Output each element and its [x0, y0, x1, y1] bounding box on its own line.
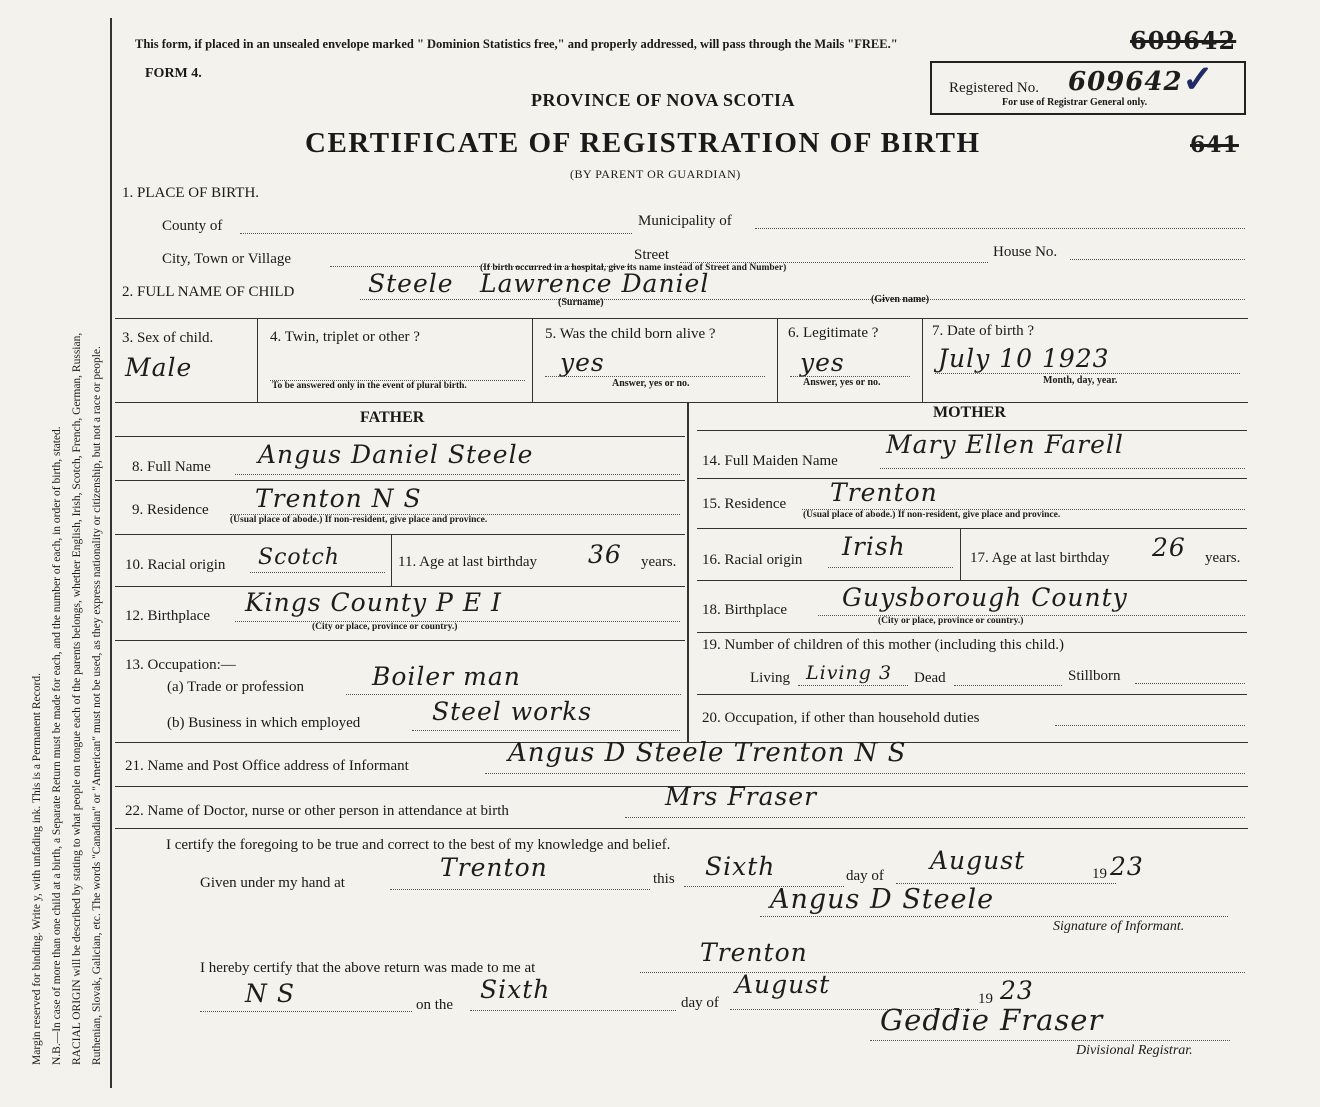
house-label: House No. — [993, 244, 1058, 260]
mother-birthplace-value: Guysborough County — [842, 583, 1128, 612]
doctor-value: Mrs Fraser — [665, 782, 818, 811]
day-of-label: day of — [846, 868, 884, 884]
informant-caption: Signature of Informant. — [1053, 919, 1185, 934]
informant-signature: Angus D Steele — [770, 884, 995, 915]
margin-line-4: Ruthenian, Slovak, Galician, etc. The words "Canadian" or "American" must not be used, as they express nationality or citizenship, but not a race or people. — [91, 346, 103, 1065]
father-name-line — [235, 474, 680, 475]
father-residence-label: 9. Residence — [132, 502, 209, 518]
corner-number: 609642 — [1130, 26, 1237, 55]
mother-age-label: 17. Age at last birthday — [970, 550, 1110, 566]
mother-name-label: 14. Full Maiden Name — [702, 453, 838, 469]
twin-label: 4. Twin, triplet or other ? — [270, 329, 420, 345]
father-birthplace-line — [235, 621, 680, 622]
father-age-value: 36 — [588, 540, 622, 569]
father-line-5 — [115, 640, 685, 641]
year-prefix: 19 — [1092, 866, 1107, 882]
children-label: 19. Number of children of this mother (including this child.) — [702, 637, 1065, 653]
row-top-line — [115, 318, 1248, 319]
given-caption: (Given name) — [871, 294, 930, 305]
informant-line — [485, 773, 1245, 774]
doctor-line — [625, 817, 1245, 818]
father-name-value: Angus Daniel Steele — [258, 440, 534, 469]
father-birthplace-label: 12. Birthplace — [125, 608, 210, 624]
business-value: Steel works — [432, 697, 593, 726]
father-line-2 — [115, 480, 685, 481]
informant-value: Angus D Steele Trenton N S — [508, 738, 907, 768]
father-racial-label: 10. Racial origin — [125, 557, 226, 573]
mother-age-unit: years. — [1205, 550, 1241, 566]
municipality-line — [755, 228, 1245, 229]
registrar-place2: N S — [245, 979, 295, 1008]
registrar-note: For use of Registrar General only. — [1002, 97, 1148, 108]
father-top-line — [115, 436, 685, 437]
legit-note: Answer, yes or no. — [803, 377, 881, 388]
mother-racial-label: 16. Racial origin — [702, 552, 803, 568]
mother-occupation-line — [1055, 725, 1245, 726]
registered-number: 609642 — [1068, 67, 1183, 97]
sex-value: Male — [125, 353, 193, 382]
father-age-unit: years. — [641, 554, 677, 570]
father-heading: FATHER — [360, 409, 425, 426]
dead-line — [954, 685, 1062, 686]
reg-day-of-label: day of — [681, 995, 719, 1011]
father-racial-value: Scotch — [258, 545, 340, 570]
registrar-place-line — [640, 972, 1245, 973]
dob-value: July 10 1923 — [938, 344, 1110, 373]
trade-line — [346, 694, 681, 695]
alive-line — [545, 376, 765, 377]
mother-line-4 — [697, 580, 1247, 581]
legit-value: yes — [800, 348, 845, 377]
mother-age-value: 26 — [1152, 533, 1186, 562]
margin-line-2: N.B.—In case of more than one child at a birth, a Separate Return must be made for each, and the number of each, in order of birth, stated. — [51, 426, 63, 1065]
given-place: Trenton — [440, 853, 548, 882]
registrar-place: Trenton — [700, 938, 808, 967]
mother-line-3 — [697, 528, 1247, 529]
year-suffix: 23 — [1110, 852, 1144, 881]
father-residence-value: Trenton N S — [255, 484, 422, 513]
father-birthplace-note: (City or place, province or country.) — [312, 622, 458, 632]
registrar-caption: Divisional Registrar. — [1076, 1043, 1193, 1058]
mother-heading: MOTHER — [933, 404, 1006, 421]
street-label: Street — [634, 247, 669, 263]
given-place-line — [390, 889, 650, 890]
mother-name-line — [880, 468, 1245, 469]
business-label: (b) Business in which employed — [167, 715, 361, 731]
informant-label: 21. Name and Post Office address of Informant — [125, 758, 409, 774]
dob-note: Month, day, year. — [1043, 375, 1118, 386]
divider-4 — [922, 318, 923, 402]
mother-line-5 — [697, 632, 1247, 633]
mother-line-2 — [697, 478, 1247, 479]
child-name-label: 2. FULL NAME OF CHILD — [122, 284, 295, 300]
day-value: Sixth — [705, 852, 776, 881]
postal-notice: This form, if placed in an unsealed envelope marked " Dominion Statistics free," and properly addressed, will pass through the Mails "FREE." — [135, 37, 898, 51]
registrar-signature: Geddie Fraser — [880, 1003, 1104, 1037]
trade-label: (a) Trade or profession — [167, 679, 305, 695]
dob-line — [935, 373, 1240, 374]
dob-label: 7. Date of birth ? — [932, 323, 1035, 339]
reg-year-suffix: 23 — [1000, 976, 1034, 1005]
this-label: this — [653, 871, 675, 887]
child-surname: Steele — [368, 269, 454, 298]
father-line-4 — [115, 586, 685, 587]
margin-line-1: Margin reserved for binding. Write y, with unfading ink. This is a Permanent Record. — [31, 673, 43, 1065]
registered-label: Registered No. — [949, 80, 1039, 96]
reg-day-line — [470, 1010, 676, 1011]
living-value: Living 3 — [806, 662, 893, 684]
mother-racial-value: Irish — [842, 532, 906, 561]
hospital-note: (If birth occurred in a hospital, give its name instead of Street and Number) — [480, 263, 787, 273]
county-line — [240, 233, 632, 234]
reg-month-value: August — [735, 970, 831, 999]
dead-label: Dead — [914, 670, 946, 686]
child-name-line — [360, 299, 1245, 300]
house-line — [1070, 259, 1245, 260]
page-subtitle: (BY PARENT OR GUARDIAN) — [570, 167, 741, 181]
municipality-label: Municipality of — [638, 213, 732, 229]
on-the-label: on the — [416, 997, 454, 1013]
reg-day-value: Sixth — [480, 975, 551, 1004]
sex-label: 3. Sex of child. — [122, 330, 214, 346]
twin-note: To be answered only in the event of plural birth. — [272, 381, 467, 391]
mother-age-divider — [960, 528, 961, 580]
registrar-signature-line — [870, 1040, 1230, 1041]
father-line-3 — [115, 534, 685, 535]
mother-birthplace-label: 18. Birthplace — [702, 602, 787, 618]
stillborn-label: Stillborn — [1068, 668, 1121, 684]
business-line — [412, 730, 680, 731]
living-line — [798, 685, 908, 686]
registrar-statement: I hereby certify that the above return was made to me at — [200, 960, 536, 976]
divider-1 — [257, 318, 258, 402]
mother-residence-note: (Usual place of abode.) If non-resident, give place and province. — [803, 510, 1061, 520]
side-mark: 641 — [1190, 132, 1239, 158]
reg-year-prefix: 19 — [978, 991, 993, 1007]
trade-value: Boiler man — [372, 662, 521, 691]
form-label: FORM 4. — [145, 66, 202, 81]
certify-statement: I certify the foregoing to be true and correct to the best of my knowledge and belief. — [166, 837, 671, 853]
mother-residence-value: Trenton — [830, 478, 938, 507]
registrar-place2-line — [200, 1011, 412, 1012]
mother-line-6 — [697, 694, 1247, 695]
informant-signature-line — [760, 916, 1228, 917]
divider-3 — [777, 318, 778, 402]
page-title: CERTIFICATE OF REGISTRATION OF BIRTH — [305, 127, 981, 159]
legit-label: 6. Legitimate ? — [788, 325, 879, 341]
doctor-label: 22. Name of Doctor, nurse or other person in attendance at birth — [125, 803, 509, 819]
county-label: County of — [162, 218, 223, 234]
stillborn-line — [1135, 683, 1245, 684]
province-heading: PROVINCE OF NOVA SCOTIA — [531, 90, 796, 110]
father-age-divider — [391, 534, 392, 586]
alive-note: Answer, yes or no. — [612, 378, 690, 389]
margin-line-3: RACIAL ORIGIN will be described by stating to what people on tongue each of the parents belongs, whether English, Irish, Scotch, French, German, Russian, — [71, 332, 83, 1065]
margin-rule — [110, 18, 112, 1088]
alive-label: 5. Was the child born alive ? — [545, 326, 716, 342]
mother-racial-line — [828, 567, 953, 568]
check-mark-icon: ✓ — [1182, 59, 1214, 101]
father-birthplace-value: Kings County P E I — [245, 588, 502, 617]
month-value: August — [930, 846, 1026, 875]
father-residence-note: (Usual place of abode.) If non-resident, give place and province. — [230, 515, 488, 525]
surname-caption: (Surname) — [558, 297, 604, 308]
father-name-label: 8. Full Name — [132, 459, 211, 475]
father-age-label: 11. Age at last birthday — [398, 554, 537, 570]
mother-birthplace-note: (City or place, province or country.) — [878, 616, 1024, 626]
occupation-label: 13. Occupation:— — [125, 657, 236, 673]
child-given-name: Lawrence Daniel — [480, 269, 710, 298]
column-divider — [687, 402, 689, 742]
given-label: Given under my hand at — [200, 875, 345, 891]
living-label: Living — [750, 670, 790, 686]
mother-residence-label: 15. Residence — [702, 496, 787, 512]
divider-2 — [532, 318, 533, 402]
row-bottom-line — [115, 402, 1248, 403]
mother-name-value: Mary Ellen Farell — [886, 430, 1124, 459]
registered-box — [930, 61, 1246, 115]
father-racial-line — [250, 572, 385, 573]
city-label: City, Town or Village — [162, 251, 292, 267]
alive-value: yes — [560, 348, 605, 377]
certify-top-line — [115, 828, 1248, 829]
place-heading: 1. PLACE OF BIRTH. — [122, 185, 260, 201]
mother-occupation-label: 20. Occupation, if other than household duties — [702, 710, 980, 726]
